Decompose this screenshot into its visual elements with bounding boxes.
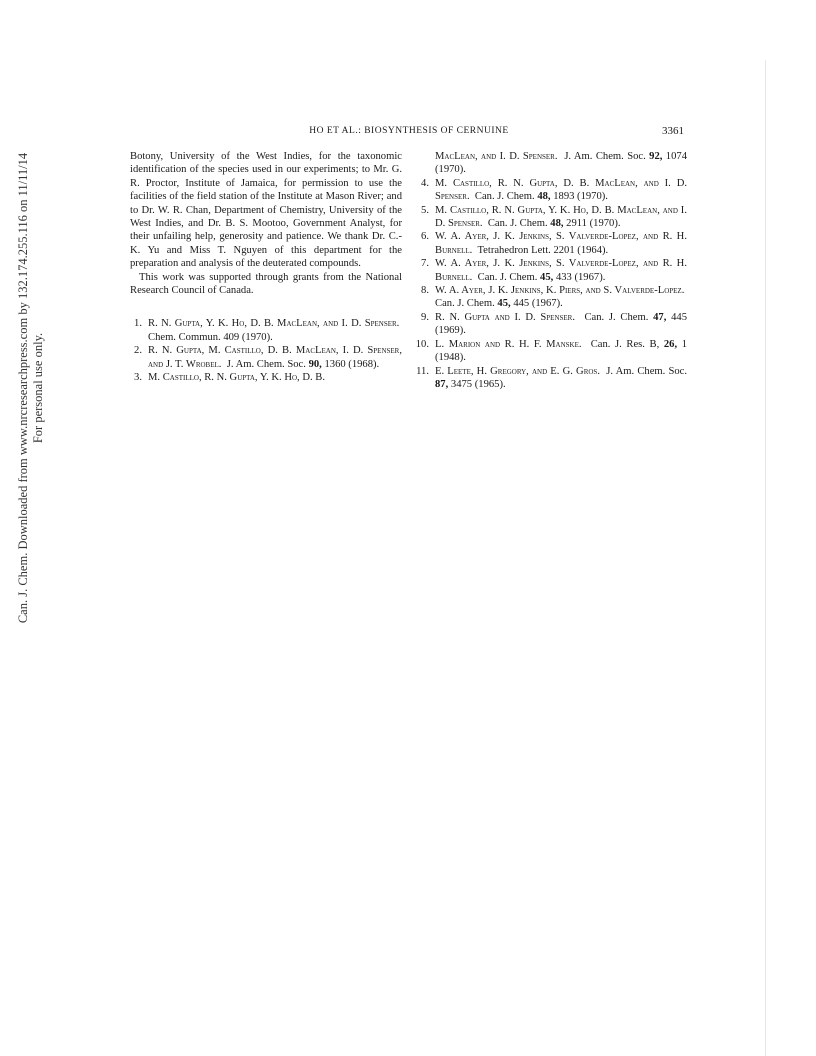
reference-source: Can. J. Res. B, bbox=[590, 338, 660, 350]
reference-number: 5. bbox=[421, 204, 429, 216]
reference-authors: R. N. Gupta and I. D. Spenser. bbox=[435, 311, 576, 323]
reference-volume: 26, bbox=[663, 338, 678, 350]
reference-list-left bbox=[130, 317, 402, 384]
reference-volume: 92, bbox=[649, 151, 663, 162]
reference-number: 2. bbox=[134, 345, 142, 357]
left-column bbox=[130, 150, 402, 385]
reference-pages: 2911 (1970). bbox=[566, 218, 621, 230]
reference-volume: 45, bbox=[497, 298, 511, 310]
reference-number: 4. bbox=[421, 177, 429, 189]
reference-item bbox=[417, 230, 687, 257]
reference-volume: 87, bbox=[435, 378, 449, 390]
reference-authors: E. Leete, H. Gregory, and E. G. Gros. bbox=[435, 365, 600, 377]
download-notice: Can. J. Chem. Downloaded from www.nrcresearchpress.com by 132.174.255.116 on 11/11/14 bbox=[16, 152, 30, 624]
right-column bbox=[417, 150, 687, 391]
reference-continuation bbox=[417, 150, 687, 177]
reference-source: Tetrahedron Lett. 2201 (1964). bbox=[477, 244, 609, 256]
reference-source: Can. J. Chem. bbox=[435, 298, 495, 310]
running-title: HO ET AL.: BIOSYNTHESIS OF CERNUINE bbox=[309, 126, 509, 136]
reference-authors: M. Castillo, R. N. Gupta, Y. K. Ho, D. B. bbox=[148, 372, 326, 384]
reference-authors: L. Marion and R. H. F. Manske. bbox=[435, 338, 582, 350]
reference-source: Can. J. Chem. bbox=[477, 271, 538, 283]
reference-item bbox=[130, 371, 402, 384]
reference-number: 11. bbox=[416, 365, 429, 377]
acknowledgement-paragraph: Botony, University of the West Indies, for the taxonomic identification of the species used in our experiments; to Mr. G. R. Proctor, Institute of Jamaica, for permission to use the facilities of the field station of the Institute at Mason River; and to Dr. W. R. Chan, Department of Chemistry, University of the West Indies, and Dr. B. S. Mootoo, Government Analyst, for their unfailing help, generosity and patience. We thank Dr. C.-K. Yu and Miss T. Nguyen of this department for the preparation and analysis of the deuterated compounds. bbox=[130, 151, 402, 270]
reference-authors: R. N. Gupta, Y. K. Ho, D. B. MacLean, and I. D. Spenser. bbox=[148, 318, 400, 330]
reference-source: Chem. Commun. 409 (1970). bbox=[148, 331, 273, 343]
reference-authors: MacLean, and I. D. Spenser. bbox=[435, 151, 558, 162]
personal-use-notice: For personal use only. bbox=[31, 332, 45, 444]
scan-edge-line bbox=[765, 60, 766, 1056]
running-head bbox=[130, 125, 688, 139]
reference-item bbox=[417, 177, 687, 204]
reference-number: 9. bbox=[421, 311, 429, 323]
reference-pages: 1893 (1970). bbox=[553, 191, 608, 203]
reference-pages: 445 (1969). bbox=[435, 311, 687, 337]
reference-authors: W. A. Ayer, J. K. Jenkins, S. Valverde-Lopez, and R. H. Burnell. bbox=[435, 258, 687, 283]
reference-pages: 445 (1967). bbox=[513, 298, 563, 310]
reference-item bbox=[417, 257, 687, 284]
reference-number: 3. bbox=[134, 372, 142, 384]
reference-item bbox=[417, 284, 687, 311]
reference-pages: 1074 (1970). bbox=[435, 151, 687, 176]
reference-authors: M. Castillo, R. N. Gupta, Y. K. Ho, D. B. MacLean, and I. D. Spenser. bbox=[435, 204, 687, 230]
reference-list-right bbox=[417, 177, 687, 392]
reference-item bbox=[130, 344, 402, 371]
reference-number: 8. bbox=[421, 285, 429, 297]
reference-volume: 45, bbox=[540, 271, 554, 283]
reference-volume: 48, bbox=[537, 191, 551, 203]
reference-number: 1. bbox=[134, 318, 142, 330]
reference-pages: 433 (1967). bbox=[555, 271, 606, 283]
reference-volume: 48, bbox=[550, 218, 564, 230]
reference-authors: M. Castillo, R. N. Gupta, D. B. MacLean, and I. D. Spenser. bbox=[435, 177, 687, 203]
reference-pages: 1 (1948). bbox=[435, 338, 687, 364]
reference-source: J. Am. Chem. Soc. bbox=[226, 358, 306, 370]
reference-item bbox=[417, 311, 687, 338]
reference-number: 10. bbox=[415, 338, 429, 350]
reference-volume: 47, bbox=[653, 311, 667, 323]
page-number: 3361 bbox=[662, 125, 684, 137]
reference-authors: W. A. Ayer, J. K. Jenkins, S. Valverde-Lopez, and R. H. Burnell. bbox=[435, 231, 687, 256]
funding-paragraph: This work was supported through grants from the National Research Council of Canada. bbox=[130, 271, 402, 297]
reference-source: J. Am. Chem. Soc. bbox=[564, 151, 646, 162]
reference-item bbox=[417, 338, 687, 365]
reference-authors: R. N. Gupta, M. Castillo, D. B. MacLean, I. D. Spenser, and J. T. Wrobel. bbox=[148, 345, 402, 370]
reference-authors: W. A. Ayer, J. K. Jenkins, K. Piers, and S. Valverde-Lopez. bbox=[435, 285, 685, 297]
reference-item bbox=[417, 204, 687, 231]
reference-pages: 3475 (1965). bbox=[450, 378, 506, 390]
reference-pages: 1360 (1968). bbox=[324, 358, 380, 370]
reference-number: 7. bbox=[421, 258, 429, 270]
reference-volume: 90, bbox=[308, 358, 322, 370]
download-watermark bbox=[16, 8, 46, 768]
reference-item bbox=[417, 365, 687, 392]
reference-source: Can. J. Chem. bbox=[584, 311, 649, 323]
reference-source: Can. J. Chem. bbox=[487, 218, 548, 230]
reference-number: 6. bbox=[421, 231, 429, 243]
reference-item bbox=[130, 317, 402, 344]
reference-source: J. Am. Chem. Soc. bbox=[606, 365, 687, 377]
reference-source: Can. J. Chem. bbox=[474, 191, 535, 203]
